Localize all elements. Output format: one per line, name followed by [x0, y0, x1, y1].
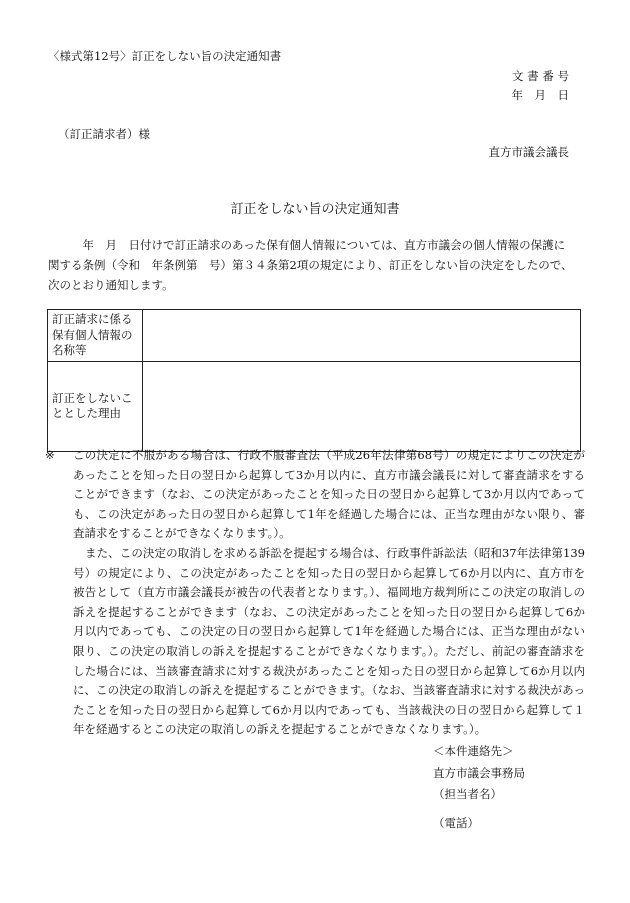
contact-office: 直方市議会事務局 — [433, 765, 525, 780]
document-number-label: 文 書 番 号 — [512, 69, 569, 83]
table-row — [48, 361, 581, 451]
table-value-reason — [143, 361, 581, 451]
label-line: 保有個人情報の — [52, 327, 133, 342]
label-line: ととした理由 — [52, 406, 121, 420]
notes-section — [45, 446, 585, 740]
table-label-reason — [48, 361, 143, 451]
document-date-label: 年 月 日 — [511, 88, 569, 102]
intro-paragraph — [48, 236, 580, 295]
note-mark: ※ — [45, 448, 55, 462]
contact-block — [433, 741, 525, 834]
label-line: 訂正をしないこ — [52, 390, 133, 405]
note-paragraph-appeal — [45, 446, 585, 544]
note-paragraph-lawsuit: また、この決定の取消しを求める訴訟を提起する場合は、行政事件訴訟法（昭和37年法律第139号）の規定により、この決定があったことを知った日の翌日から起算して6か月以内に、直方市を被告として（直方市議会議長が被告の代表者となります。）、福岡地方裁判所にこの決定の取消しの訴えを提起することができます（なお、この決定があったことを知った日の翌日から起算して6か月以内であっても、この決定の日の翌日から起算して1年を経過した場合には、正当な理由がない限り、この決定の取消しの訴えを提起することができなくなります。）。ただし、前記の審査請求をした場合には、当該審査請求に対する裁決があったことを知った日の翌日から起算して6か月以内に、この決定の取消しの訴えを提起することができます。（なお、当該審査請求に対する裁決があったことを知った日の翌日から起算して6か月以内であっても、当該裁決の日の翌日から起算して１年を経過するとこの決定の取消しの訴えを提起することができなくなります。）。 — [73, 545, 585, 737]
form-label: 〈様式第12号〉訂正をしない旨の決定通知書 — [48, 49, 282, 63]
contact-phone: （電話） — [433, 815, 479, 830]
info-table — [47, 309, 581, 452]
table-label-info-name — [48, 310, 143, 362]
intro-line: 年 月 日付けで訂正請求のあった保有個人情報については、直方市議会の個人情報の保護に — [48, 238, 566, 252]
intro-line: 次のとおり通知します。 — [48, 277, 174, 292]
table-value-info-name — [143, 310, 581, 362]
sender-name: 直方市議会議長 — [488, 145, 569, 159]
document-title: 訂正をしない旨の決定通知書 — [230, 202, 400, 217]
contact-person: （担当者名） — [433, 787, 502, 801]
intro-line: 関する条例（令和 年条例第 号）第３４条第2項の規定により、訂正をしない旨の決定をしたので、 — [48, 257, 573, 272]
label-line: 名称等 — [52, 343, 87, 357]
label-line: 訂正請求に係る — [52, 312, 133, 326]
table-row — [48, 310, 581, 362]
contact-heading: ＜本件連絡先＞ — [433, 744, 514, 758]
note-text: この決定に不服がある場合は、行政不服審査法（平成26年法律第68号）の規定によりこの決定があったことを知った日の翌日から起算して3か月以内に、直方市議会議長に対して審査請求をすることができます（なお、この決定があったことを知った日の翌日から起算して3か月以内であっても、この決定があった日の翌日から起算して1年を経過した場合には、正当な理由がない限り、審査請求をすることができなくなります。）。 — [73, 448, 585, 541]
recipient-name: （訂正請求者）様 — [58, 127, 150, 141]
